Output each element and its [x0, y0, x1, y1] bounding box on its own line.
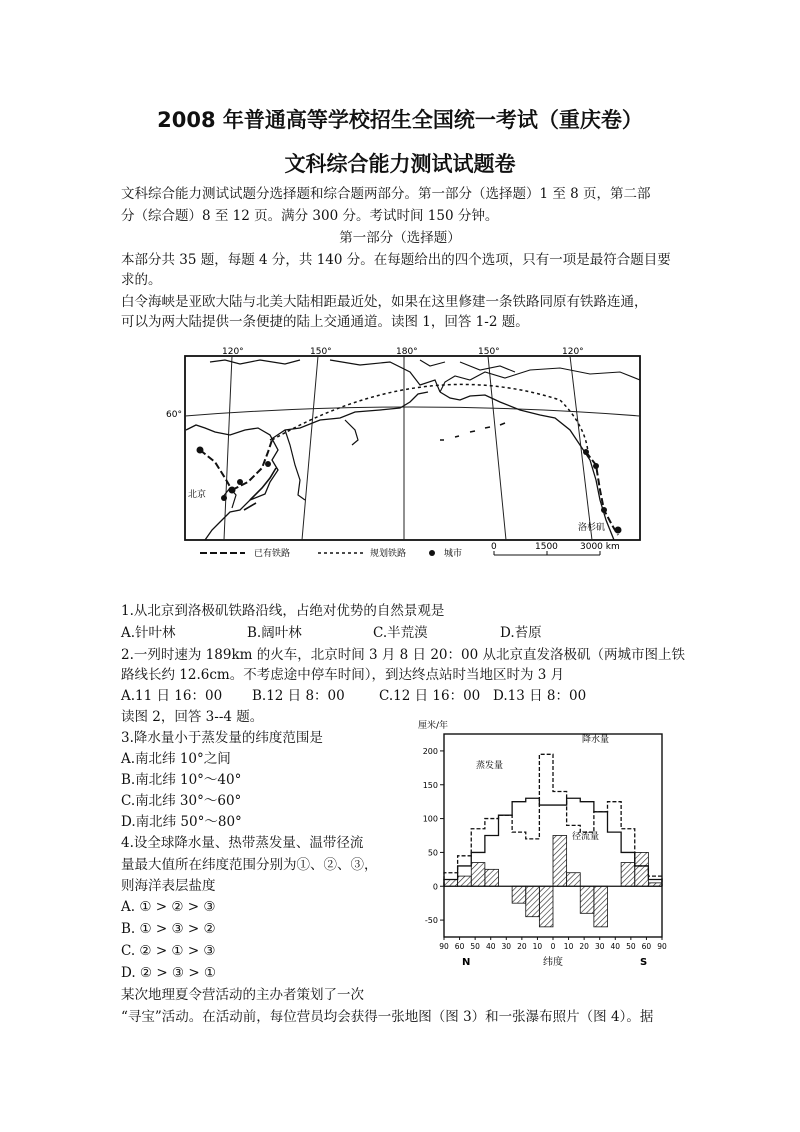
runoff-bar [471, 863, 485, 887]
lon-label: 120° [222, 347, 244, 357]
x-tick-label: 90 [439, 942, 449, 951]
x-tick-label: 50 [470, 942, 480, 951]
read-figure-2: 读图 2，回答 3--4 题。 [121, 709, 264, 725]
runoff-bar [458, 876, 472, 886]
precipitation-line [444, 754, 662, 886]
runoff-bar [444, 879, 458, 886]
runoff-bar [567, 873, 581, 887]
q3-option-c: C.南北纬 30°～60° [121, 793, 242, 809]
x-tick-label: 10 [563, 942, 574, 951]
q3-option-b: B.南北纬 10°～40° [121, 772, 242, 788]
x-tick-label: 40 [485, 942, 496, 951]
runoff-bar [485, 869, 499, 886]
x-tick-label: 20 [517, 942, 527, 951]
x-side-label-s: S [640, 957, 648, 968]
beijing-label: 北京 [188, 490, 207, 500]
runoff-label: 径流量 [572, 832, 600, 842]
evaporation-label: 蒸发量 [476, 761, 504, 771]
x-tick-label: 60 [454, 942, 465, 951]
q2-stem-1: 2.一列时速为 189km 的火车，北京时间 3 月 8 日 20：00 从北京直发洛极矶（两城市图上铁 [121, 647, 685, 663]
y-tick-label: 50 [427, 848, 438, 858]
runoff-bar [512, 886, 526, 903]
y-tick-label: 200 [422, 746, 438, 756]
x-tick-label: 10 [532, 942, 543, 951]
y-tick-label: 0 [432, 882, 438, 892]
evaporation-line [444, 798, 662, 886]
chart-frame [444, 734, 662, 937]
x-tick-label: 60 [641, 942, 652, 951]
legend-city: 城市 [444, 549, 463, 559]
x-tick-label: 20 [579, 942, 589, 951]
part1-desc-1: 本部分共 35 题，每题 4 分，共 140 分。在每题给出的四个选项，只有一项是最符合题目要 [121, 252, 671, 268]
q2-option-b: B.12 日 8：00 [252, 688, 345, 704]
q3-stem: 3.降水量小于蒸发量的纬度范围是 [121, 730, 323, 746]
x-side-label-n: N [462, 957, 471, 968]
q4-option-c: C. ② > ① > ③ [121, 943, 216, 959]
q2-option-a: A.11 日 16：00 [121, 688, 223, 704]
q2-option-c: C.12 日 16：00 [379, 688, 481, 704]
lon-label: 180° [396, 347, 418, 357]
q1-stem: 1.从北京到洛极矶铁路沿线，占绝对优势的自然景观是 [121, 603, 445, 619]
q1-option-b: B.阔叶林 [247, 625, 302, 641]
runoff-bar [594, 886, 608, 927]
x-tick-label: 30 [501, 942, 512, 951]
q4-option-d: D. ② > ③ > ① [121, 965, 217, 981]
y-tick-label: -50 [424, 916, 438, 926]
scale-label: 1500 [535, 542, 558, 552]
page-subtitle: 文科综合能力测试试题卷 [284, 152, 516, 176]
runoff-bar [621, 863, 635, 887]
la-label: 洛杉矶 [578, 523, 606, 533]
x-tick-label: 50 [626, 942, 636, 951]
intro-line-2: 分（综合题）8 至 12 页。满分 300 分。考试时间 150 分钟。 [121, 208, 499, 224]
q3-option-a: A.南北纬 10°之间 [121, 751, 231, 767]
q2-stem-2: 路线长约 12.6cm。不考虑途中停车时间），到达终点站时当地区时为 3 月 [121, 667, 565, 683]
intro-line-1: 文科综合能力测试试题分选择题和综合题两部分。第一部分（选择题）1 至 8 页，第二部 [121, 186, 651, 202]
part1-heading: 第一部分（选择题） [339, 230, 461, 246]
runoff-bar [526, 886, 540, 916]
q1-option-c: C.半荒漠 [373, 625, 428, 641]
legend-existing: 已有铁路 [254, 549, 291, 559]
lon-label: 150° [478, 347, 500, 357]
lon-label: 150° [310, 347, 332, 357]
next-passage-2: “寻宝”活动。在活动前，每位营员均会获得一张地图（图 3）和一张瀑布照片（图 4）。据 [121, 1009, 654, 1025]
scale-label: 3000 km [580, 542, 620, 552]
lon-label: 120° [562, 347, 584, 357]
y-tick-label: 100 [422, 814, 438, 824]
part1-para-2: 可以为两大陆提供一条便捷的陆上交通通道。读图 1，回答 1-2 题。 [121, 314, 529, 330]
q4-option-b: B. ① > ③ > ② [121, 921, 216, 937]
q4-option-a: A. ① > ② > ③ [121, 899, 216, 915]
q4-stem-1: 4.设全球降水量、热带蒸发量、温带径流 [121, 835, 364, 851]
page-title: 2008 年普通高等学校招生全国统一考试（重庆卷） [157, 108, 643, 132]
runoff-bar [580, 886, 594, 913]
x-tick-label: 30 [594, 942, 605, 951]
legend-planned: 规划铁路 [370, 549, 407, 559]
precipitation-label: 降水量 [582, 735, 610, 745]
lat-label: 60° [166, 410, 182, 420]
runoff-bar [553, 836, 567, 887]
q1-option-a: A.针叶林 [121, 625, 176, 641]
runoff-bar [539, 886, 553, 927]
x-axis-label: 纬度 [543, 957, 563, 968]
q4-stem-2: 量最大值所在纬度范围分别为①、②、③， [121, 857, 378, 873]
runoff-bar [648, 883, 662, 886]
scale-label: 0 [491, 542, 497, 552]
q4-stem-3: 则海洋表层盐度 [121, 878, 216, 894]
y-axis-label: 厘米/年 [418, 721, 449, 731]
x-tick-label: 90 [657, 942, 667, 951]
q3-option-d: D.南北纬 50°～80° [121, 814, 242, 830]
x-tick-label: 40 [610, 942, 621, 951]
y-tick-label: 150 [422, 780, 438, 790]
q2-option-d: D.13 日 8：00 [493, 688, 587, 704]
runoff-bar [635, 852, 649, 886]
x-tick-label: 0 [550, 942, 556, 951]
q1-option-d: D.苔原 [500, 625, 542, 641]
next-passage-1: 某次地理夏令营活动的主办者策划了一次 [121, 987, 364, 1003]
part1-para-1: 白令海峡是亚欧大陆与北美大陆相距最近处，如果在这里修建一条铁路同原有铁路连通， [121, 294, 648, 310]
part1-desc-2: 求的。 [121, 272, 162, 288]
